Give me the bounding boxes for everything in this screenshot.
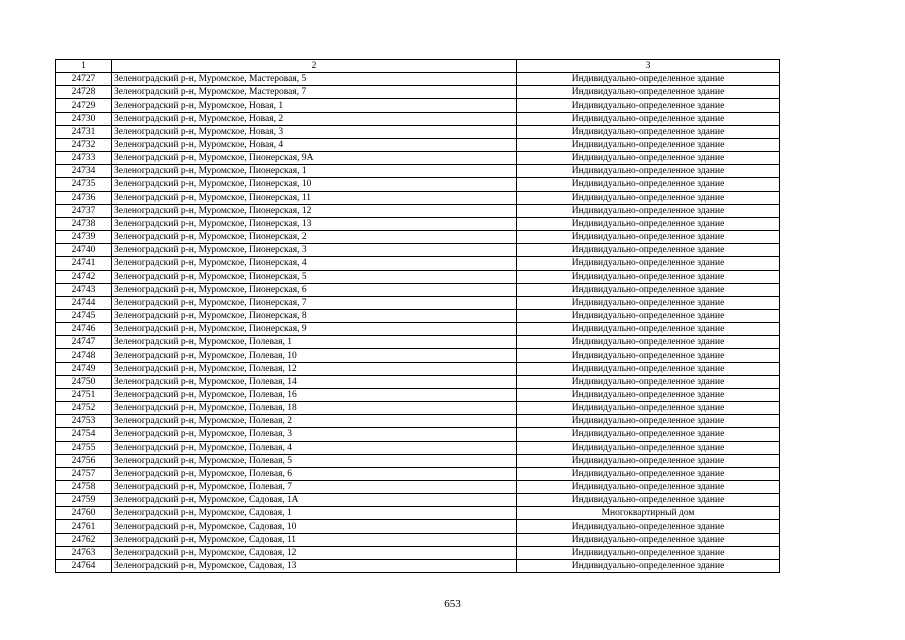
header-cell-1: 1 — [56, 60, 112, 73]
address-cell: Зеленоградский р-н, Муромское, Мастеровая, 5 — [112, 73, 517, 86]
row-number-cell: 24733 — [56, 152, 112, 165]
row-number-cell: 24757 — [56, 467, 112, 480]
object-type-cell: Индивидуально-определенное здание — [517, 99, 780, 112]
table-header-row — [56, 60, 780, 73]
row-number-cell: 24728 — [56, 86, 112, 99]
address-cell: Зеленоградский р-н, Муромское, Новая, 2 — [112, 112, 517, 125]
row-number-cell: 24763 — [56, 546, 112, 559]
table-row — [56, 204, 780, 217]
row-number-cell: 24751 — [56, 388, 112, 401]
address-cell: Зеленоградский р-н, Муромское, Пионерская, 1 — [112, 165, 517, 178]
table-row — [56, 375, 780, 388]
table-row — [56, 454, 780, 467]
row-number-cell: 24743 — [56, 283, 112, 296]
object-type-cell: Индивидуально-определенное здание — [517, 349, 780, 362]
table-row — [56, 441, 780, 454]
address-cell: Зеленоградский р-н, Муромское, Полевая, 5 — [112, 454, 517, 467]
object-type-cell: Индивидуально-определенное здание — [517, 323, 780, 336]
address-cell: Зеленоградский р-н, Муромское, Полевая, 6 — [112, 467, 517, 480]
object-type-cell: Индивидуально-определенное здание — [517, 388, 780, 401]
address-cell: Зеленоградский р-н, Муромское, Пионерская, 6 — [112, 283, 517, 296]
address-cell: Зеленоградский р-н, Муромское, Мастеровая, 7 — [112, 86, 517, 99]
row-number-cell: 24753 — [56, 415, 112, 428]
object-type-cell: Индивидуально-определенное здание — [517, 520, 780, 533]
row-number-cell: 24747 — [56, 336, 112, 349]
address-cell: Зеленоградский р-н, Муромское, Пионерская, 7 — [112, 296, 517, 309]
header-cell-2: 2 — [112, 60, 517, 73]
table-row — [56, 336, 780, 349]
table-row — [56, 283, 780, 296]
object-type-cell: Многоквартирный дом — [517, 507, 780, 520]
row-number-cell: 24755 — [56, 441, 112, 454]
table-row — [56, 494, 780, 507]
header-cell-3: 3 — [517, 60, 780, 73]
row-number-cell: 24731 — [56, 125, 112, 138]
row-number-cell: 24729 — [56, 99, 112, 112]
address-cell: Зеленоградский р-н, Муромское, Пионерская, 5 — [112, 270, 517, 283]
row-number-cell: 24734 — [56, 165, 112, 178]
address-cell: Зеленоградский р-н, Муромское, Полевая, 18 — [112, 402, 517, 415]
object-type-cell: Индивидуально-определенное здание — [517, 467, 780, 480]
address-cell: Зеленоградский р-н, Муромское, Пионерская, 13 — [112, 217, 517, 230]
object-type-cell: Индивидуально-определенное здание — [517, 125, 780, 138]
table-row — [56, 402, 780, 415]
table-row — [56, 520, 780, 533]
row-number-cell: 24736 — [56, 191, 112, 204]
object-type-cell: Индивидуально-определенное здание — [517, 546, 780, 559]
row-number-cell: 24727 — [56, 73, 112, 86]
table-row — [56, 73, 780, 86]
address-cell: Зеленоградский р-н, Муромское, Полевая, 1 — [112, 336, 517, 349]
address-cell: Зеленоградский р-н, Муромское, Полевая, 3 — [112, 428, 517, 441]
object-type-cell: Индивидуально-определенное здание — [517, 336, 780, 349]
address-cell: Зеленоградский р-н, Муромское, Пионерская, 9 — [112, 323, 517, 336]
table-row — [56, 217, 780, 230]
row-number-cell: 24745 — [56, 309, 112, 322]
object-type-cell: Индивидуально-определенное здание — [517, 178, 780, 191]
row-number-cell: 24746 — [56, 323, 112, 336]
table-row — [56, 362, 780, 375]
row-number-cell: 24735 — [56, 178, 112, 191]
table-row — [56, 257, 780, 270]
table-row — [56, 415, 780, 428]
row-number-cell: 24756 — [56, 454, 112, 467]
address-cell: Зеленоградский р-н, Муромское, Садовая, 12 — [112, 546, 517, 559]
object-type-cell: Индивидуально-определенное здание — [517, 204, 780, 217]
table-row — [56, 112, 780, 125]
table-row — [56, 99, 780, 112]
table-row — [56, 559, 780, 572]
address-cell: Зеленоградский р-н, Муромское, Пионерская, 4 — [112, 257, 517, 270]
row-number-cell: 24760 — [56, 507, 112, 520]
row-number-cell: 24752 — [56, 402, 112, 415]
registry-table — [55, 59, 780, 573]
row-number-cell: 24742 — [56, 270, 112, 283]
address-cell: Зеленоградский р-н, Муромское, Полевая, 2 — [112, 415, 517, 428]
object-type-cell: Индивидуально-определенное здание — [517, 296, 780, 309]
address-cell: Зеленоградский р-н, Муромское, Новая, 1 — [112, 99, 517, 112]
object-type-cell: Индивидуально-определенное здание — [517, 138, 780, 151]
object-type-cell: Индивидуально-определенное здание — [517, 375, 780, 388]
row-number-cell: 24740 — [56, 244, 112, 257]
table-row — [56, 191, 780, 204]
row-number-cell: 24738 — [56, 217, 112, 230]
object-type-cell: Индивидуально-определенное здание — [517, 494, 780, 507]
address-cell: Зеленоградский р-н, Муромское, Пионерская, 8 — [112, 309, 517, 322]
row-number-cell: 24739 — [56, 231, 112, 244]
table-row — [56, 467, 780, 480]
address-cell: Зеленоградский р-н, Муромское, Пионерская, 10 — [112, 178, 517, 191]
object-type-cell: Индивидуально-определенное здание — [517, 559, 780, 572]
row-number-cell: 24741 — [56, 257, 112, 270]
address-cell: Зеленоградский р-н, Муромское, Новая, 3 — [112, 125, 517, 138]
object-type-cell: Индивидуально-определенное здание — [517, 152, 780, 165]
table-row — [56, 152, 780, 165]
object-type-cell: Индивидуально-определенное здание — [517, 441, 780, 454]
object-type-cell: Индивидуально-определенное здание — [517, 257, 780, 270]
address-cell: Зеленоградский р-н, Муромское, Полевая, 10 — [112, 349, 517, 362]
object-type-cell: Индивидуально-определенное здание — [517, 165, 780, 178]
row-number-cell: 24730 — [56, 112, 112, 125]
address-cell: Зеленоградский р-н, Муромское, Садовая, 11 — [112, 533, 517, 546]
object-type-cell: Индивидуально-определенное здание — [517, 73, 780, 86]
object-type-cell: Индивидуально-определенное здание — [517, 402, 780, 415]
object-type-cell: Индивидуально-определенное здание — [517, 428, 780, 441]
table-row — [56, 388, 780, 401]
table-row — [56, 428, 780, 441]
address-cell: Зеленоградский р-н, Муромское, Пионерская, 2 — [112, 231, 517, 244]
address-cell: Зеленоградский р-н, Муромское, Пионерская, 12 — [112, 204, 517, 217]
row-number-cell: 24750 — [56, 375, 112, 388]
address-cell: Зеленоградский р-н, Муромское, Полевая, 12 — [112, 362, 517, 375]
object-type-cell: Индивидуально-определенное здание — [517, 191, 780, 204]
object-type-cell: Индивидуально-определенное здание — [517, 454, 780, 467]
table-row — [56, 231, 780, 244]
address-cell: Зеленоградский р-н, Муромское, Полевая, 7 — [112, 481, 517, 494]
address-cell: Зеленоградский р-н, Муромское, Садовая, 1 — [112, 507, 517, 520]
address-cell: Зеленоградский р-н, Муромское, Пионерская, 3 — [112, 244, 517, 257]
object-type-cell: Индивидуально-определенное здание — [517, 112, 780, 125]
address-cell: Зеленоградский р-н, Муромское, Садовая, 10 — [112, 520, 517, 533]
row-number-cell: 24761 — [56, 520, 112, 533]
row-number-cell: 24762 — [56, 533, 112, 546]
object-type-cell: Индивидуально-определенное здание — [517, 231, 780, 244]
row-number-cell: 24737 — [56, 204, 112, 217]
object-type-cell: Индивидуально-определенное здание — [517, 86, 780, 99]
row-number-cell: 24754 — [56, 428, 112, 441]
object-type-cell: Индивидуально-определенное здание — [517, 283, 780, 296]
table-row — [56, 296, 780, 309]
table-row — [56, 86, 780, 99]
table-row — [56, 270, 780, 283]
address-cell: Зеленоградский р-н, Муромское, Полевая, 4 — [112, 441, 517, 454]
table-row — [56, 481, 780, 494]
object-type-cell: Индивидуально-определенное здание — [517, 415, 780, 428]
address-cell: Зеленоградский р-н, Муромское, Садовая, 13 — [112, 559, 517, 572]
address-cell: Зеленоградский р-н, Муромское, Полевая, 16 — [112, 388, 517, 401]
table-row — [56, 309, 780, 322]
address-cell: Зеленоградский р-н, Муромское, Полевая, 14 — [112, 375, 517, 388]
row-number-cell: 24758 — [56, 481, 112, 494]
table-row — [56, 125, 780, 138]
row-number-cell: 24732 — [56, 138, 112, 151]
row-number-cell: 24748 — [56, 349, 112, 362]
table-row — [56, 546, 780, 559]
object-type-cell: Индивидуально-определенное здание — [517, 533, 780, 546]
object-type-cell: Индивидуально-определенное здание — [517, 309, 780, 322]
row-number-cell: 24749 — [56, 362, 112, 375]
address-cell: Зеленоградский р-н, Муромское, Новая, 4 — [112, 138, 517, 151]
address-cell: Зеленоградский р-н, Муромское, Пионерская, 11 — [112, 191, 517, 204]
table-row — [56, 507, 780, 520]
table-row — [56, 244, 780, 257]
table-row — [56, 349, 780, 362]
address-cell: Зеленоградский р-н, Муромское, Садовая, 1А — [112, 494, 517, 507]
page-number: 653 — [444, 598, 461, 610]
object-type-cell: Индивидуально-определенное здание — [517, 362, 780, 375]
row-number-cell: 24744 — [56, 296, 112, 309]
address-cell: Зеленоградский р-н, Муромское, Пионерская, 9А — [112, 152, 517, 165]
table-row — [56, 165, 780, 178]
table-row — [56, 533, 780, 546]
table-row — [56, 178, 780, 191]
row-number-cell: 24764 — [56, 559, 112, 572]
object-type-cell: Индивидуально-определенное здание — [517, 481, 780, 494]
registry-table-body — [56, 60, 780, 573]
object-type-cell: Индивидуально-определенное здание — [517, 217, 780, 230]
table-row — [56, 323, 780, 336]
object-type-cell: Индивидуально-определенное здание — [517, 270, 780, 283]
row-number-cell: 24759 — [56, 494, 112, 507]
object-type-cell: Индивидуально-определенное здание — [517, 244, 780, 257]
table-row — [56, 138, 780, 151]
